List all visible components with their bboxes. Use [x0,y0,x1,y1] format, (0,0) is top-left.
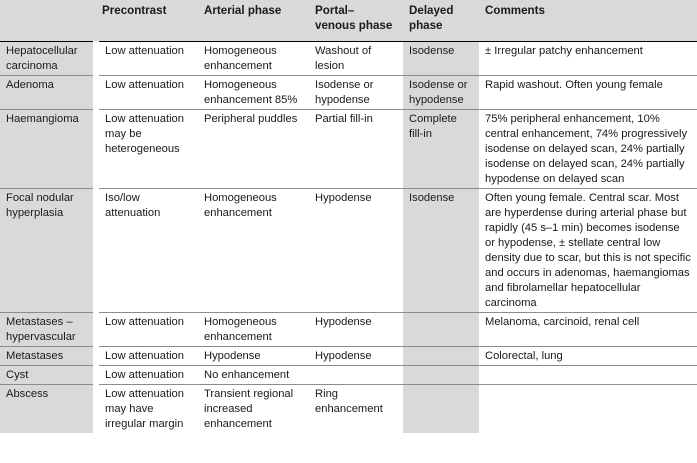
precontrast-cell: Low attenuation [96,366,198,385]
table-row [0,76,697,110]
comments-cell: ± Irregular patchy enhancement [479,42,697,76]
arterial-cell: Transient regional increased enhancement [198,385,309,434]
table-row [0,385,697,434]
column-header-portal-venous: Portal– venous phase [309,0,403,42]
lesion-name-cell: Metastases [0,347,96,366]
portal-venous-cell: Hypodense [309,347,403,366]
precontrast-cell: Low attenuation may be heterogeneous [96,110,198,189]
arterial-cell: Homogeneous enhancement 85% [198,76,309,110]
lesion-name-cell: Metastases – hypervascular [0,313,96,347]
lesion-name-cell: Focal nodular hyperplasia [0,189,96,313]
precontrast-cell: Low attenuation [96,76,198,110]
portal-venous-cell: Washout of lesion [309,42,403,76]
comments-cell: 75% peripheral enhancement, 10% central enhancement, 74% progressively isodense on delayed scan, 24% partially isodense on delayed scan, 24% partially hypodense on delayed scan [479,110,697,189]
arterial-cell: Peripheral puddles [198,110,309,189]
precontrast-cell: Low attenuation [96,347,198,366]
precontrast-cell: Low attenuation [96,42,198,76]
column-header-comments: Comments [479,0,697,42]
comments-cell [479,385,697,434]
lesion-name-cell: Adenoma [0,76,96,110]
comments-cell [479,366,697,385]
portal-venous-cell: Ring enhancement [309,385,403,434]
portal-venous-cell [309,366,403,385]
header-row [0,0,697,42]
lesion-name-cell: Abscess [0,385,96,434]
comments-cell: Rapid washout. Often young female [479,76,697,110]
delayed-cell [403,347,479,366]
table-row [0,110,697,189]
precontrast-cell: Iso/low attenuation [96,189,198,313]
column-header-precontrast: Precontrast [96,0,198,42]
arterial-cell: Homogeneous enhancement [198,313,309,347]
delayed-cell: Isodense [403,189,479,313]
arterial-cell: Homogeneous enhancement [198,189,309,313]
delayed-cell: Isodense or hypodense [403,76,479,110]
table-row [0,42,697,76]
lesion-name-cell: Hepatocellular carcinoma [0,42,96,76]
comments-cell: Colorectal, lung [479,347,697,366]
table-row [0,313,697,347]
portal-venous-cell: Hypodense [309,313,403,347]
arterial-cell: Homogeneous enhancement [198,42,309,76]
portal-venous-cell: Hypodense [309,189,403,313]
delayed-cell: Isodense [403,42,479,76]
table-row [0,347,697,366]
portal-venous-cell: Isodense or hypodense [309,76,403,110]
portal-venous-cell: Partial fill-in [309,110,403,189]
comments-cell: Often young female. Central scar. Most are hyperdense during arterial phase but rapidly (45 s–1 min) becomes isodense or hypodense, ± stellate central low density due to scar, but this is not specific and occurs in adenomas, haemangiomas and fibrolamellar hepatocellular carcinoma [479,189,697,313]
column-header-delayed: Delayed phase [403,0,479,42]
arterial-cell: No enhancement [198,366,309,385]
comments-cell: Melanoma, carcinoid, renal cell [479,313,697,347]
delayed-cell [403,313,479,347]
arterial-cell: Hypodense [198,347,309,366]
table-row [0,366,697,385]
delayed-cell: Complete fill-in [403,110,479,189]
column-header-arterial: Arterial phase [198,0,309,42]
lesion-name-cell: Cyst [0,366,96,385]
table-row [0,189,697,313]
delayed-cell [403,366,479,385]
column-header [0,0,96,42]
precontrast-cell: Low attenuation may have irregular margin [96,385,198,434]
precontrast-cell: Low attenuation [96,313,198,347]
delayed-cell [403,385,479,434]
lesion-name-cell: Haemangioma [0,110,96,189]
